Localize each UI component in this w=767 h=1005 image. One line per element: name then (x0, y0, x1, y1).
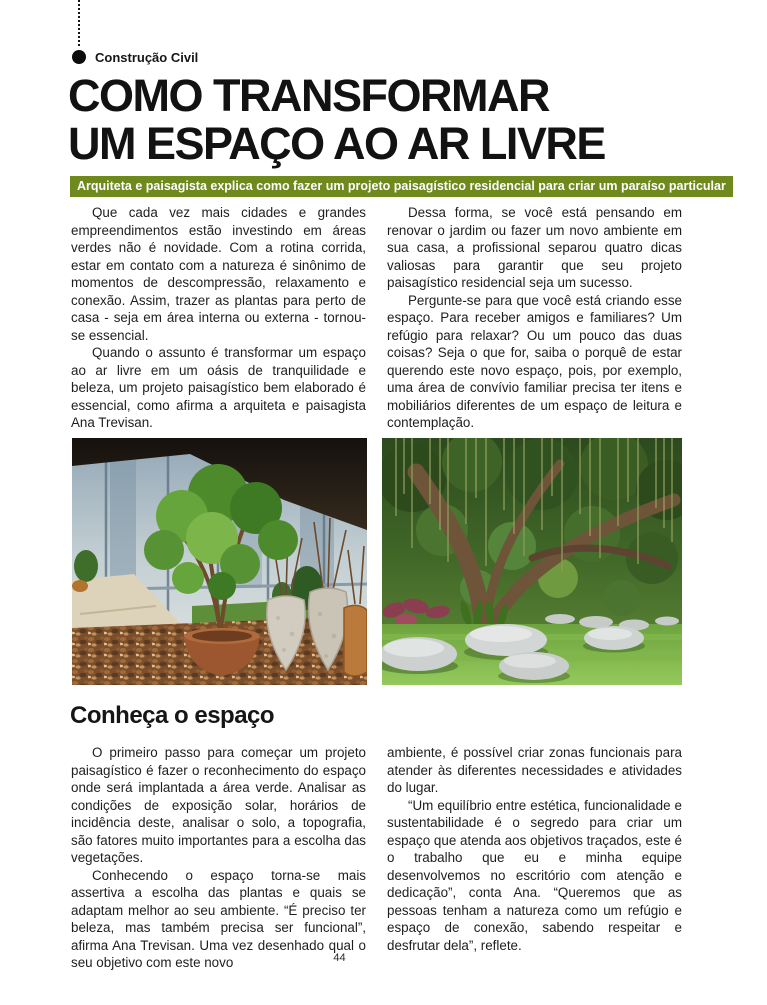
kicker-label: Construção Civil (95, 50, 199, 65)
lower-right-column (387, 744, 682, 972)
body-paragraph: Pergunte-se para que você está criando esse espaço. Para receber amigos e familiares? Um refúgio para relaxar? Ou um pouco das duas coisas? Seja o que for, saiba o porquê de estar querendo este novo espaço, pois, por exemplo, uma área de convívio familiar precisa ter itens e mobiliários diferentes de um espaço de leitura e contemplação. (387, 292, 682, 430)
garden-stone-seats-illustration (382, 438, 682, 685)
photo-indoor-garden (72, 438, 367, 685)
lower-columns (71, 744, 682, 972)
photo-garden-stone-seats (382, 438, 682, 685)
article-deck-bar: Arquiteta e paisagista explica como fazer um projeto paisagístico residencial para criar um paraíso particular (70, 176, 733, 197)
lower-left-column (71, 744, 366, 972)
headline-line-1: COMO TRANSFORMAR (68, 70, 549, 121)
indoor-garden-illustration (72, 438, 367, 685)
body-paragraph: Conhecendo o espaço torna-se mais assertiva a escolha das plantas e quais se adaptam melhor ao seu ambiente. “É preciso ter beleza, mas também precisa ser funcional”, afirma Ana Trevisan. Uma vez desenhado qual o seu objetivo com este novo (71, 867, 366, 970)
intro-left-column (71, 204, 366, 432)
body-paragraph: Dessa forma, se você está pensando em renovar o jardim ou fazer um novo ambiente em sua casa, a profissional separou quatro dicas valiosas para garantir que seu projeto paisagístico residencial seja um sucesso. (387, 205, 682, 290)
intro-right-column (387, 204, 682, 432)
section-heading: Conheça o espaço (70, 702, 275, 729)
page-number: 44 (333, 952, 346, 964)
body-paragraph: ambiente, é possível criar zonas funcionais para atender às diferentes necessidades e atividades do lugar. (387, 745, 682, 795)
intro-columns (71, 204, 682, 432)
photo-row (72, 438, 682, 685)
body-paragraph: O primeiro passo para começar um projeto paisagístico é fazer o reconhecimento do espaço onde será implantada a área verde. Analisar as condições de exposição solar, horários de incidência deste, analisar o solo, a topografia, são fatores muito importantes para a escolha das vegetações. (71, 745, 366, 865)
article-headline (68, 72, 605, 168)
body-paragraph: Quando o assunto é transformar um espaço ao ar livre em um oásis de tranquilidade e beleza, um projeto paisagístico bem elaborado é essencial, como afirma a arquiteta e paisagista Ana Trevisan. (71, 345, 366, 430)
body-paragraph: “Um equilíbrio entre estética, funcionalidade e sustentabilidade é o segredo para criar um espaço que atenda aos objetivos traçados, este é o trabalho que eu e minha equipe desenvolvemos no escritório com atenção e dedicação”, conta Ana. “Queremos que as pessoas tenham a natureza como um refúgio e espaço de conexão, sabendo respeitar e desfrutar dela”, reflete. (387, 797, 682, 953)
headline-line-2: UM ESPAÇO AO AR LIVRE (68, 118, 605, 169)
kicker-dashed-line (78, 0, 80, 46)
body-paragraph: Que cada vez mais cidades e grandes empreendimentos estão investindo em áreas verdes não é novidade. Com a rotina corrida, estar em contato com a natureza é sinônimo de momentos de descompressão, relaxamento e conexão. Assim, trazer as plantas para perto de casa - seja em área interna ou externa - tornou-se essencial. (71, 205, 366, 343)
kicker-bullet-dot-icon (72, 50, 86, 64)
